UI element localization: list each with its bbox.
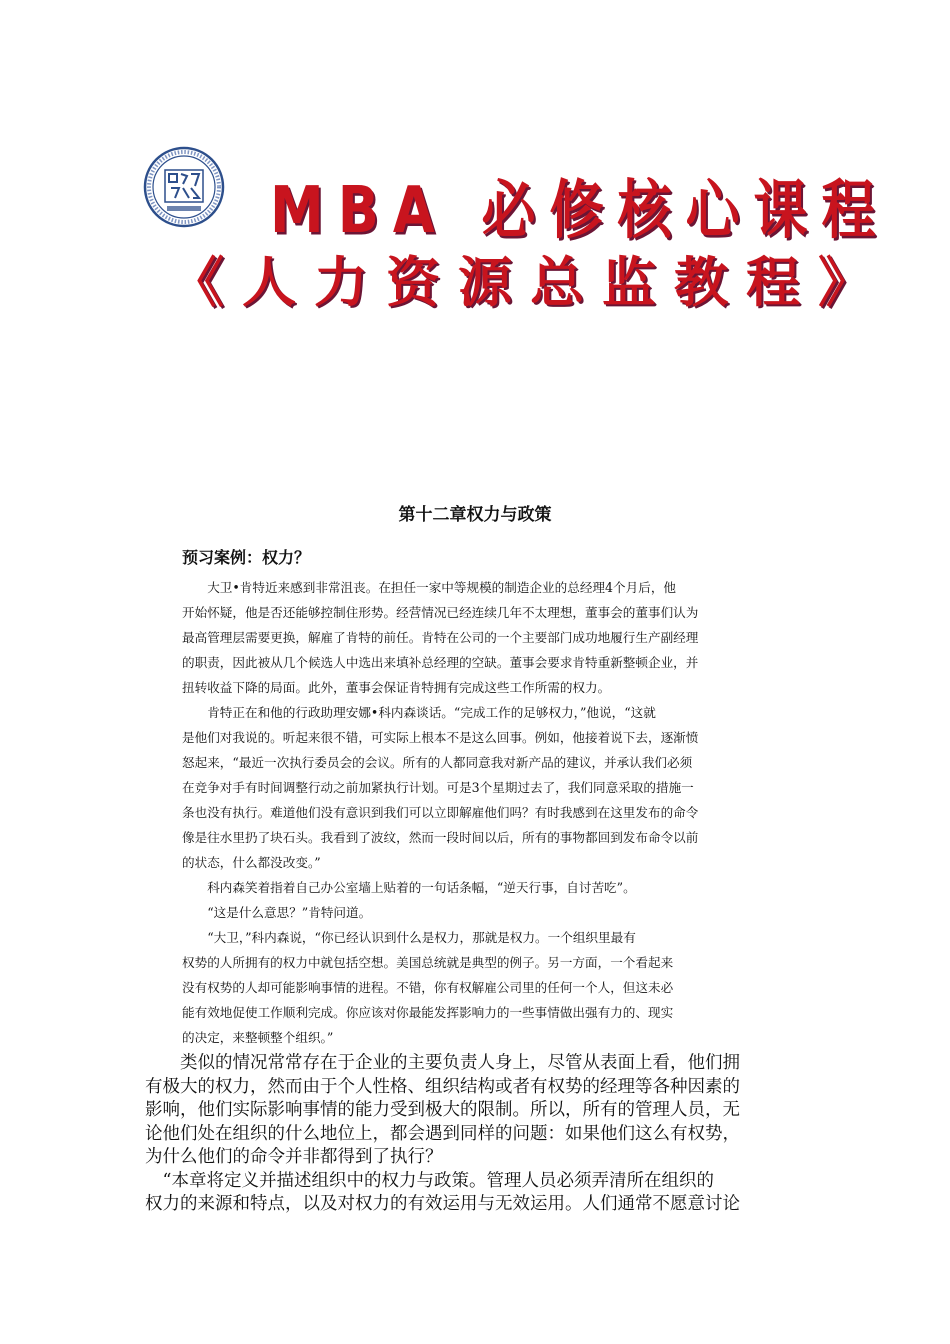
body-line: “本章将定义并描述组织中的权力与政策。管理人员必须弄清所在组织的 <box>145 1170 714 1191</box>
body-text <box>145 1052 805 1217</box>
body-line: 影响，他们实际影响事情的能力受到极大的限制。所以，所有的管理人员，无 <box>145 1100 740 1120</box>
case-line: 的状态，什么都没改变。” <box>182 855 321 870</box>
case-line: “大卫，”科内森说，“你已经认识到什么是权力，那就是权力。一个组织里最有 <box>182 930 636 945</box>
university-seal-icon <box>143 146 225 228</box>
body-line: 有极大的权力，然而由于个人性格、组织结构或者有权势的经理等各种因素的 <box>145 1076 740 1097</box>
case-line: 没有权势的人却可能影响事情的进程。不错，你有权解雇公司里的任何一个人，但这未必 <box>182 980 674 995</box>
body-line: 为什么他们的命令并非都得到了执行？ <box>145 1147 443 1167</box>
case-study-heading: 预习案例：权力？ <box>182 548 311 567</box>
chapter-title: 第十二章权力与政策 <box>398 505 552 525</box>
case-line: 大卫•肯特近来感到非常沮丧。在担任一家中等规模的制造企业的总经理4个月后，他 <box>182 580 677 595</box>
case-line: 怒起来，“最近一次执行委员会的会议。所有的人都同意我对新产品的建议，并承认我们必须 <box>182 755 693 770</box>
case-line: 条也没有执行。难道他们没有意识到我们可以立即解雇他们吗？有时我感到在这里发布的命令 <box>182 805 699 820</box>
case-study-text <box>182 575 778 1050</box>
body-line: 论他们处在组织的什么地位上，都会遇到同样的问题：如果他们这么有权势， <box>145 1123 740 1144</box>
body-line: 权力的来源和特点，以及对权力的有效运用与无效运用。人们通常不愿意讨论 <box>145 1194 740 1214</box>
case-line: “这是什么意思？”肯特问道。 <box>182 905 372 920</box>
case-line: 扭转收益下降的局面。此外，董事会保证肯特拥有完成这些工作所需的权力。 <box>182 680 611 695</box>
case-line: 的决定，来整顿整个组织。” <box>182 1030 334 1045</box>
case-line: 是他们对我说的。听起来很不错，可实际上根本不是这么回事。例如，他接着说下去，逐渐愤 <box>182 730 699 745</box>
case-line: 最高管理层需要更换，解雇了肯特的前任。肯特在公司的一个主要部门成功地履行生产副经理 <box>182 630 699 645</box>
case-line: 权势的人所拥有的权力中就包括空想。美国总统就是典型的例子。另一方面，一个看起来 <box>182 955 674 970</box>
case-line: 的职责，因此被从几个候选人中选出来填补总经理的空缺。董事会要求肯特重新整顿企业，并 <box>182 655 699 670</box>
document-title-line-1: MBA 必修核心课程 <box>270 172 890 248</box>
case-line: 肯特正在和他的行政助理安娜•科内森谈话。“完成工作的足够权力，”他说，“这就 <box>182 705 656 720</box>
case-line: 开始怀疑，他是否还能够控制住形势。经营情况已经连续几年不太理想，董事会的董事们认为 <box>182 605 699 620</box>
case-line: 在竞争对手有时间调整行动之前加紧执行计划。可是3个星期过去了，我们同意采取的措施一 <box>182 780 694 795</box>
document-title-line-2: 《人力资源总监教程》 <box>170 250 890 314</box>
case-line: 像是往水里扔了块石头。我看到了波纹，然而一段时间以后，所有的事物都回到发布命令以前 <box>182 830 699 845</box>
body-line: 类似的情况常常存在于企业的主要负责人身上，尽管从表面上看，他们拥 <box>145 1053 740 1073</box>
case-line: 能有效地促使工作顺利完成。你应该对你最能发挥影响力的一些事情做出强有力的、现实 <box>182 1005 674 1020</box>
case-line: 科内森笑着指着自己办公室墙上贴着的一句话条幅，“逆天行事，自讨苦吃”。 <box>182 880 636 895</box>
